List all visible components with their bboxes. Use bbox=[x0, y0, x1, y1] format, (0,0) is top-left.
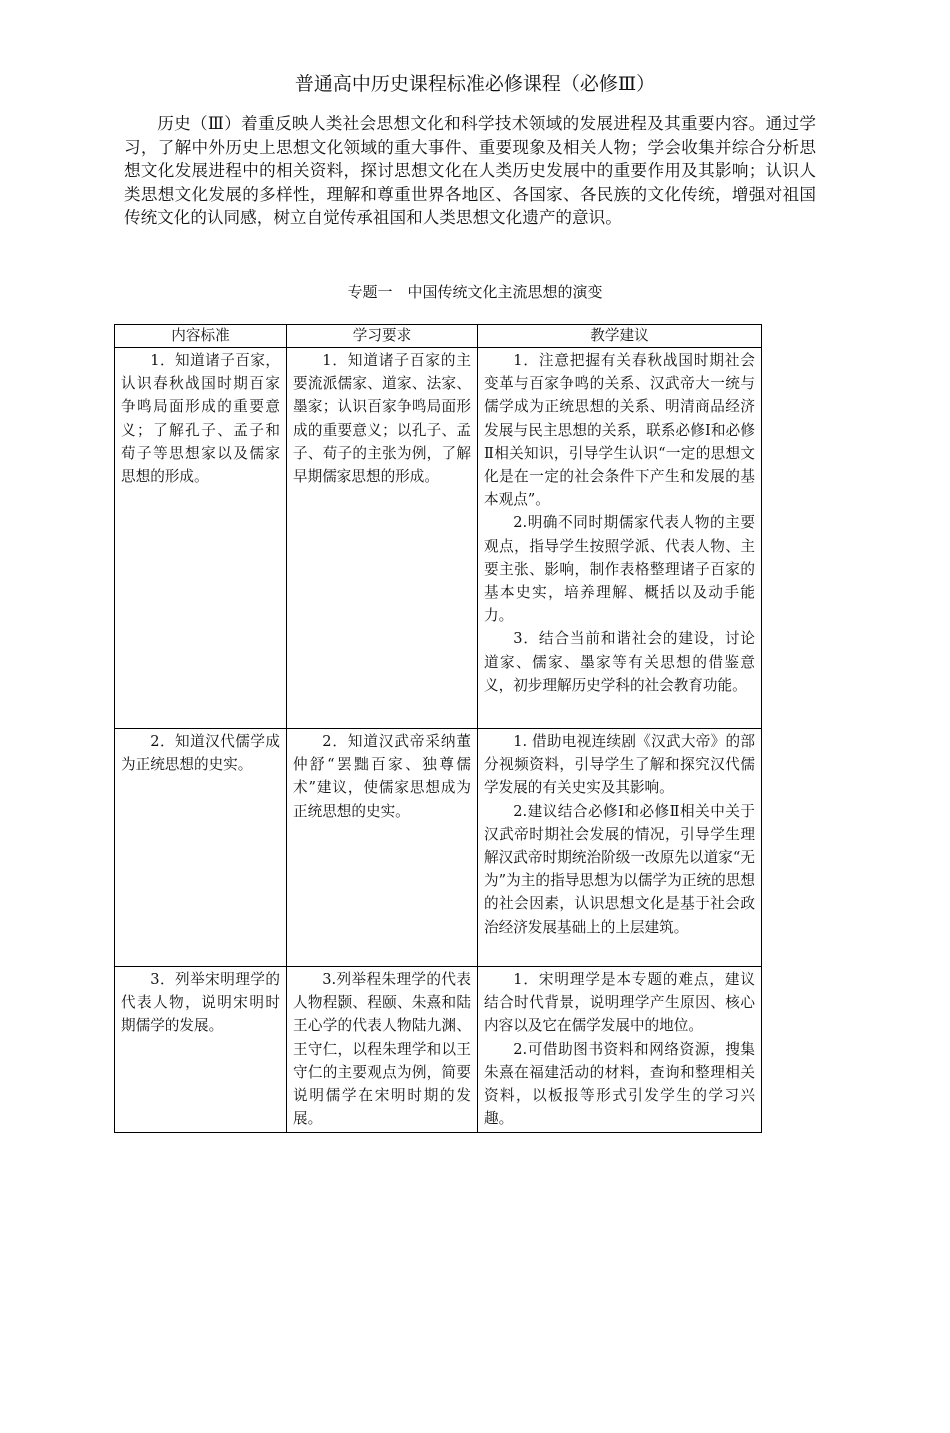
suggestion-paragraph: 2.建议结合必修Ⅰ和必修Ⅱ相关中关于汉武帝时期社会发展的情况，引导学生理解汉武帝时期统治阶级一改原先以道家“无为”为主的指导思想为以儒学为正统的思想的社会因素，认识思想文化是基于社会政治经济发展基础上的上层建筑。 bbox=[484, 802, 755, 936]
header-learning-requirement: 学习要求 bbox=[287, 325, 478, 348]
content-standard-text: 3．列举宋明理学的代表人物，说明宋明时期儒学的发展。 bbox=[121, 971, 280, 1035]
suggestion-paragraph: 2.可借助图书资料和网络资源，搜集朱熹在福建活动的材料，查询和整理相关资料，以板报等形式引发学生的学习兴趣。 bbox=[484, 1040, 755, 1128]
curriculum-table bbox=[114, 324, 762, 1133]
learning-requirement-text: 3.列举程朱理学的代表人物程颢、程颐、朱熹和陆王心学的代表人物陆九渊、王守仁，以程朱理学和以王守仁的主要观点为例，简要说明儒学在宋明时期的发展。 bbox=[293, 971, 471, 1128]
learning-requirement-text: 1．知道诸子百家的主要流派儒家、道家、法家、墨家；认识百家争鸣局面形成的重要意义；以孔子、孟子、荀子的主张为例，了解早期儒家思想的形成。 bbox=[293, 352, 471, 486]
content-standard-cell bbox=[115, 729, 287, 967]
teaching-suggestion-cell bbox=[478, 967, 762, 1133]
table-row bbox=[115, 967, 762, 1133]
table-row bbox=[115, 348, 762, 729]
content-standard-cell bbox=[115, 348, 287, 729]
content-standard-text: 1．知道诸子百家，认识春秋战国时期百家争鸣局面形成的重要意义；了解孔子、孟子和荀子等思想家以及儒家思想的形成。 bbox=[121, 352, 280, 486]
intro-paragraph: 历史（Ⅲ）着重反映人类社会思想文化和科学技术领域的发展进程及其重要内容。通过学习，了解中外历史上思想文化领域的重大事件、重要现象及相关人物；学会收集并综合分析思想文化发展进程中的相关资料，探讨思想文化在人类历史发展中的重要作用及其影响；认识人类思想文化发展的多样性，理解和尊重世界各地区、各国家、各民族的文化传统，增强对祖国传统文化的认同感，树立自觉传承祖国和人类思想文化遗产的意识。 bbox=[124, 114, 816, 228]
suggestion-paragraph: 1. 借助电视连续剧《汉武大帝》的部分视频资料，引导学生了解和探究汉代儒学发展的有关史实及其影响。 bbox=[484, 733, 755, 797]
section-title: 专题一 中国传统文化主流思想的演变 bbox=[347, 283, 603, 301]
header-content-standard: 内容标准 bbox=[115, 325, 287, 348]
learning-requirement-text: 2．知道汉武帝采纳董仲舒“罢黜百家、独尊儒术”建议，使儒家思想成为正统思想的史实。 bbox=[293, 733, 471, 820]
suggestion-paragraph: 1．宋明理学是本专题的难点，建议结合时代背景，说明理学产生原因、核心内容以及它在儒学发展中的地位。 bbox=[484, 971, 755, 1035]
teaching-suggestion-cell bbox=[478, 348, 762, 729]
suggestion-paragraph: 1．注意把握有关春秋战国时期社会变革与百家争鸣的关系、汉武帝大一统与儒学成为正统思想的关系、明清商品经济发展与民主思想的关系，联系必修Ⅰ和必修Ⅱ相关知识，引导学生认识“一定的思想文化是在一定的社会条件下产生和发展的基本观点”。 bbox=[484, 352, 755, 509]
learning-requirement-cell bbox=[287, 348, 478, 729]
header-teaching-suggestion: 教学建议 bbox=[478, 325, 762, 348]
suggestion-paragraph: 3．结合当前和谐社会的建设，讨论道家、儒家、墨家等有关思想的借鉴意义，初步理解历史学科的社会教育功能。 bbox=[484, 630, 755, 694]
teaching-suggestion-cell bbox=[478, 729, 762, 967]
learning-requirement-cell bbox=[287, 967, 478, 1133]
suggestion-paragraph: 2.明确不同时期儒家代表人物的主要观点，指导学生按照学派、代表人物、主要主张、影响，制作表格整理诸子百家的基本史实，培养理解、概括以及动手能力。 bbox=[484, 514, 755, 625]
content-standard-text: 2．知道汉代儒学成为正统思想的史实。 bbox=[121, 733, 280, 774]
content-standard-cell bbox=[115, 967, 287, 1133]
page-title: 普通高中历史课程标准必修课程（必修Ⅲ） bbox=[294, 73, 656, 95]
learning-requirement-cell bbox=[287, 729, 478, 967]
table-header-row bbox=[115, 325, 762, 348]
table-row bbox=[115, 729, 762, 967]
